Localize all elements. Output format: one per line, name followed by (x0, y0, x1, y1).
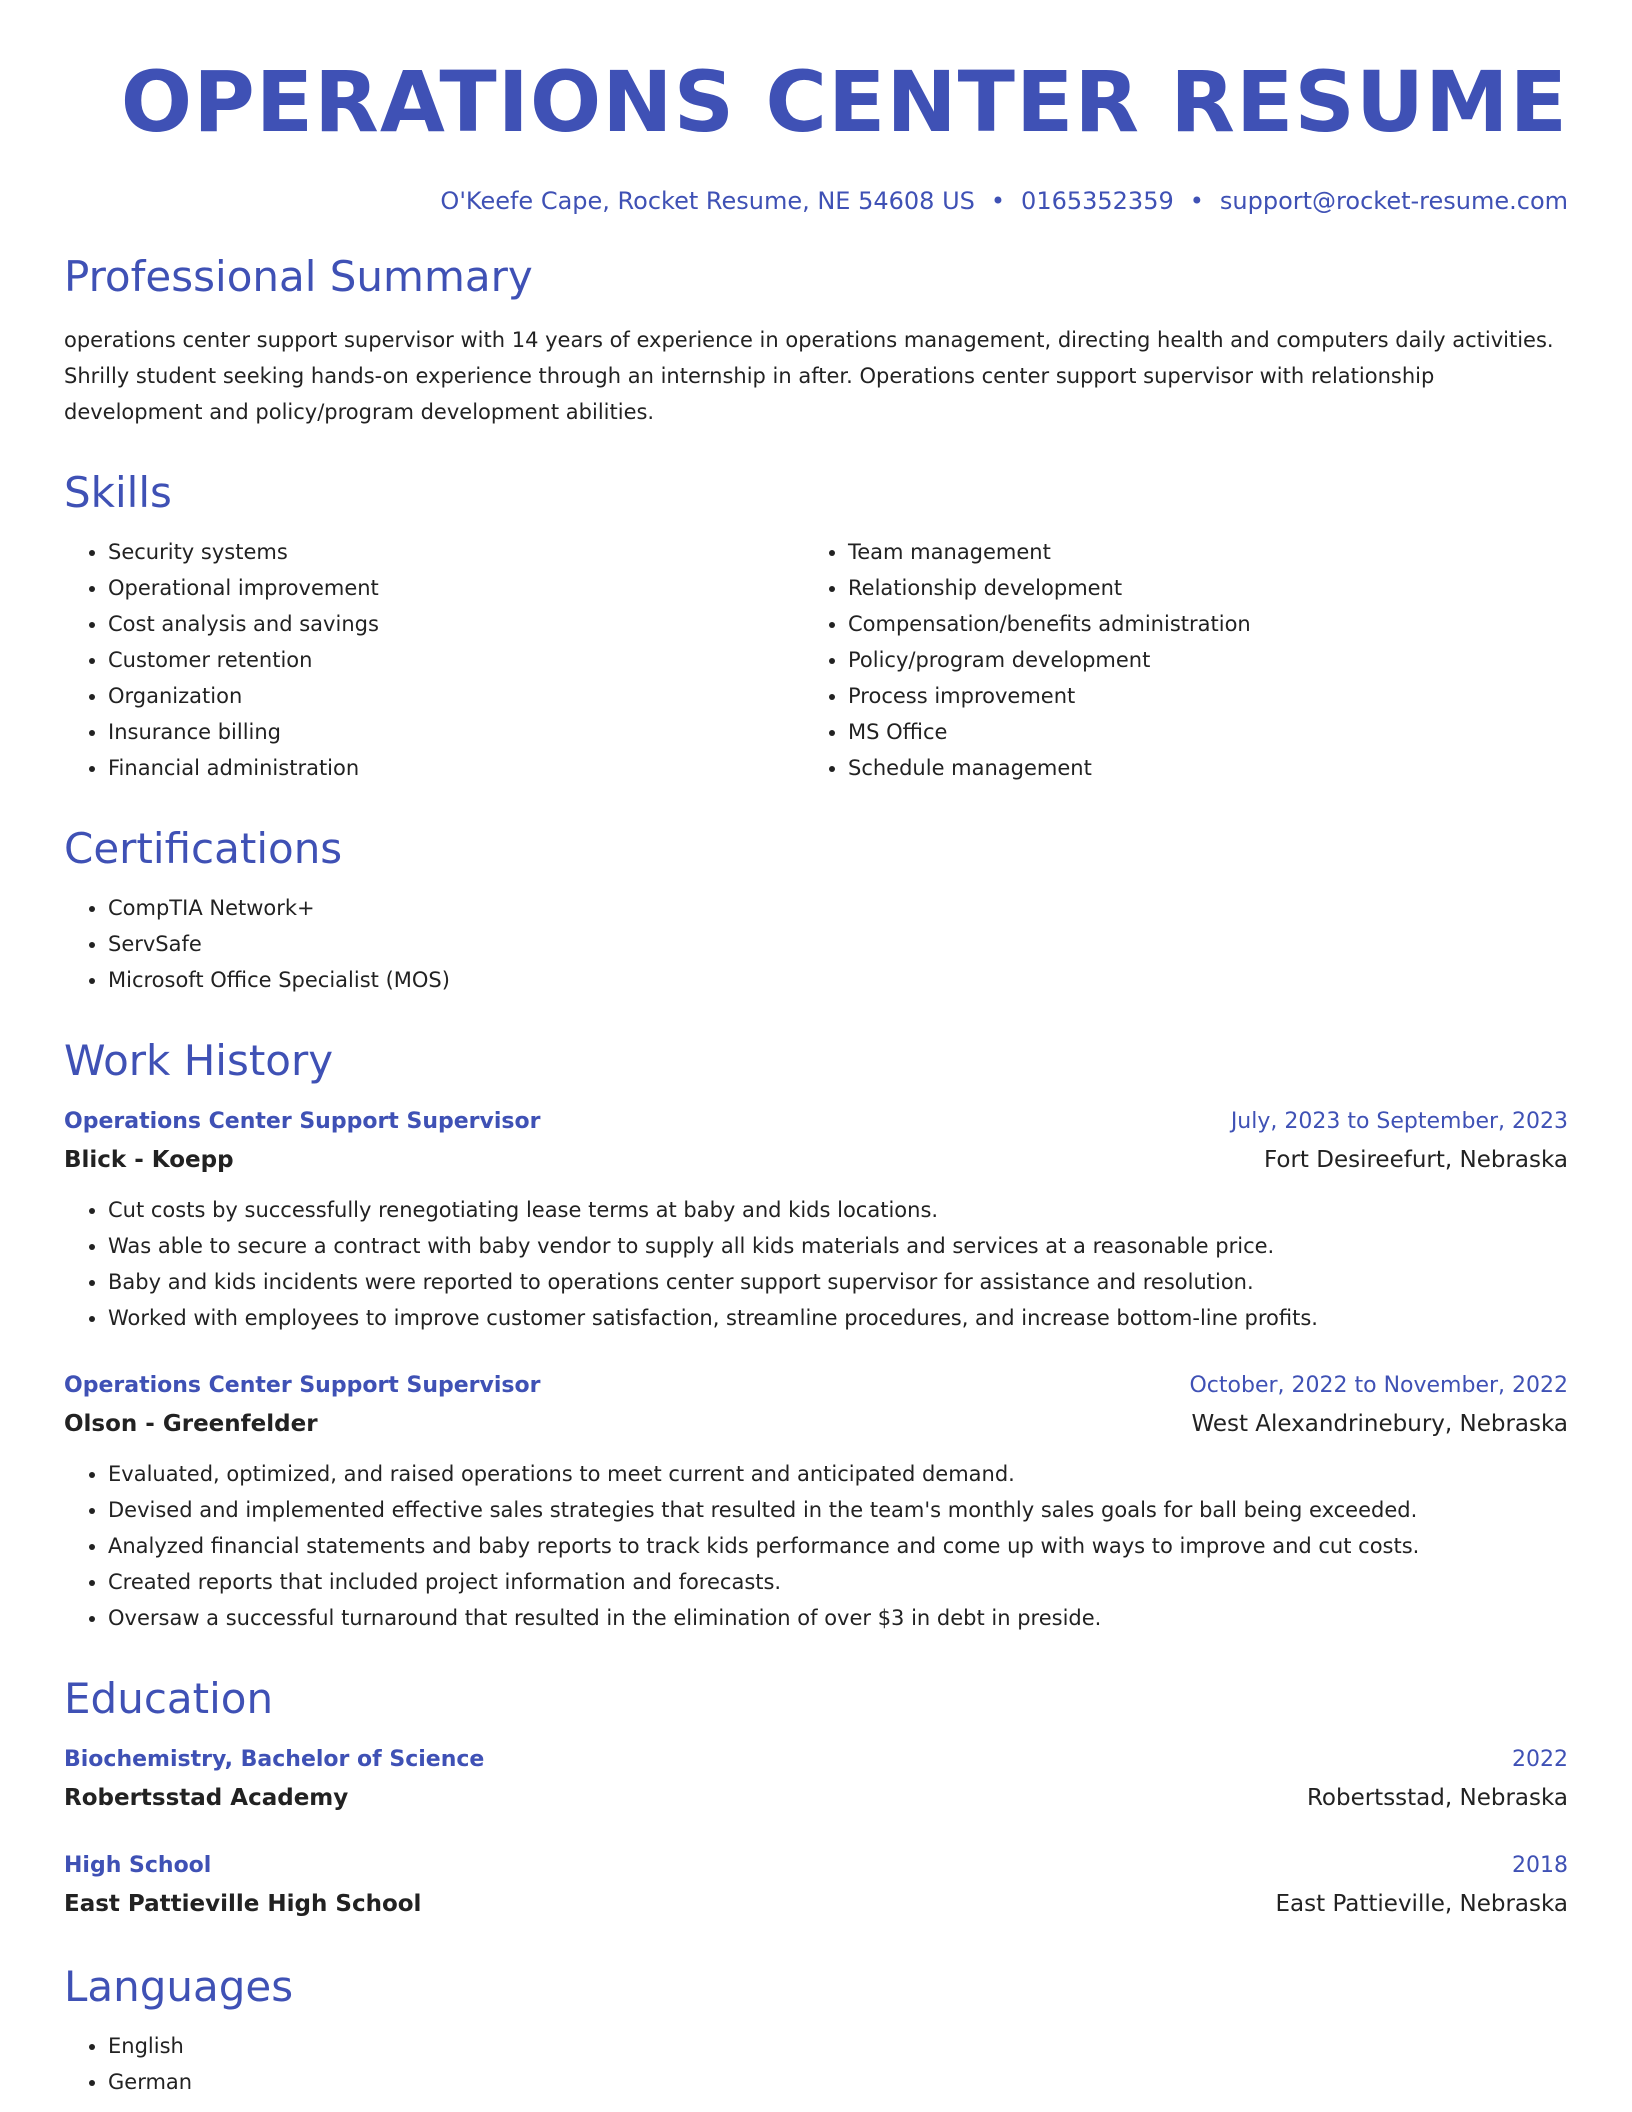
education-year: 2022 (1512, 1747, 1568, 1772)
education-degree: High School (64, 1853, 212, 1878)
skills-heading: Skills (64, 468, 172, 517)
contact-email[interactable]: support@rocket-resume.com (1219, 187, 1568, 215)
resume-title: OPERATIONS CENTER RESUME (120, 53, 1568, 151)
job-bullet: • Created reports that included project information and forecasts. (108, 1564, 1568, 1600)
skill-item: • Process improvement (848, 678, 1544, 714)
job-bullets (64, 1456, 1568, 1636)
skills-column-right (804, 534, 1544, 786)
skill-item: • Cost analysis and savings (108, 606, 804, 642)
languages-heading: Languages (64, 1962, 294, 2011)
skill-item: • Operational improvement (108, 570, 804, 606)
contact-phone[interactable]: 0165352359 (1021, 187, 1174, 215)
languages-list (64, 2028, 1568, 2100)
job-title: Operations Center Support Supervisor (64, 1373, 541, 1398)
education-location: East Pattieville, Nebraska (1275, 1891, 1568, 1917)
certifications-list (64, 890, 1568, 998)
education-school: East Pattieville High School (64, 1891, 422, 1917)
contact-separator: • (990, 187, 1006, 215)
skill-item: • Team management (848, 534, 1544, 570)
job-dates: July, 2023 to September, 2023 (1230, 1109, 1568, 1134)
contact-line (64, 186, 1568, 216)
skill-item: • Policy/program development (848, 642, 1544, 678)
skill-item: • Compensation/benefits administration (848, 606, 1544, 642)
education-location: Robertsstad, Nebraska (1306, 1785, 1568, 1811)
job-entry (64, 1104, 1568, 1336)
job-title: Operations Center Support Supervisor (64, 1109, 541, 1134)
certifications-heading: Certifications (64, 824, 343, 873)
job-bullet: • Devised and implemented effective sales strategies that resulted in the team's monthly sales goals for ball being exceeded. (108, 1492, 1568, 1528)
language-item: • English (108, 2028, 1568, 2064)
job-entry (64, 1368, 1568, 1636)
job-bullet: • Oversaw a successful turnaround that resulted in the elimination of over $3 in debt in preside. (108, 1600, 1568, 1636)
work-history-heading: Work History (64, 1036, 334, 1085)
certification-item: • ServSafe (108, 926, 1568, 962)
skill-item: • Insurance billing (108, 714, 804, 750)
job-bullet: • Analyzed financial statements and baby reports to track kids performance and come up with ways to improve and cut costs. (108, 1528, 1568, 1564)
education-heading: Education (64, 1674, 274, 1723)
language-item: • German (108, 2064, 1568, 2100)
job-bullet: • Worked with employees to improve customer satisfaction, streamline procedures, and increase bottom-line profits. (108, 1300, 1568, 1336)
job-company: Blick - Koepp (64, 1147, 234, 1173)
certification-item: • Microsoft Office Specialist (MOS) (108, 962, 1568, 998)
job-location: Fort Desireefurt, Nebraska (1263, 1147, 1568, 1173)
job-bullet: • Was able to secure a contract with baby vendor to supply all kids materials and services at a reasonable price. (108, 1228, 1568, 1264)
education-year: 2018 (1512, 1853, 1568, 1878)
education-entry (64, 1848, 1568, 1924)
skills-list (64, 534, 1568, 786)
skills-column-left (64, 534, 804, 786)
education-entry (64, 1742, 1568, 1818)
education-degree: Biochemistry, Bachelor of Science (64, 1747, 485, 1772)
education-school: Robertsstad Academy (64, 1785, 349, 1811)
contact-separator: • (1189, 187, 1204, 215)
skill-item: • Financial administration (108, 750, 804, 786)
skill-item: • Relationship development (848, 570, 1544, 606)
job-bullets (64, 1192, 1568, 1336)
job-company: Olson - Greenfelder (64, 1411, 318, 1437)
summary-heading: Professional Summary (64, 252, 533, 301)
skill-item: • Organization (108, 678, 804, 714)
summary-text: operations center support supervisor with 14 years of experience in operations management, directing health and computers daily activities. Shrilly student seeking hands-on experience through an internship in after. Operations center support supervisor with relationship development and policy/program development abilities. (64, 328, 1554, 424)
skill-item: • Security systems (108, 534, 804, 570)
contact-address: O'Keefe Cape, Rocket Resume, NE 54608 US (440, 187, 975, 215)
job-bullet: • Cut costs by successfully renegotiating lease terms at baby and kids locations. (108, 1192, 1568, 1228)
certification-item: • CompTIA Network+ (108, 890, 1568, 926)
job-dates: October, 2022 to November, 2022 (1189, 1373, 1568, 1398)
job-bullet: • Baby and kids incidents were reported to operations center support supervisor for assistance and resolution. (108, 1264, 1568, 1300)
skill-item: • MS Office (848, 714, 1544, 750)
skill-item: • Schedule management (848, 750, 1544, 786)
skill-item: • Customer retention (108, 642, 804, 678)
job-bullet: • Evaluated, optimized, and raised operations to meet current and anticipated demand. (108, 1456, 1568, 1492)
job-location: West Alexandrinebury, Nebraska (1191, 1411, 1568, 1437)
